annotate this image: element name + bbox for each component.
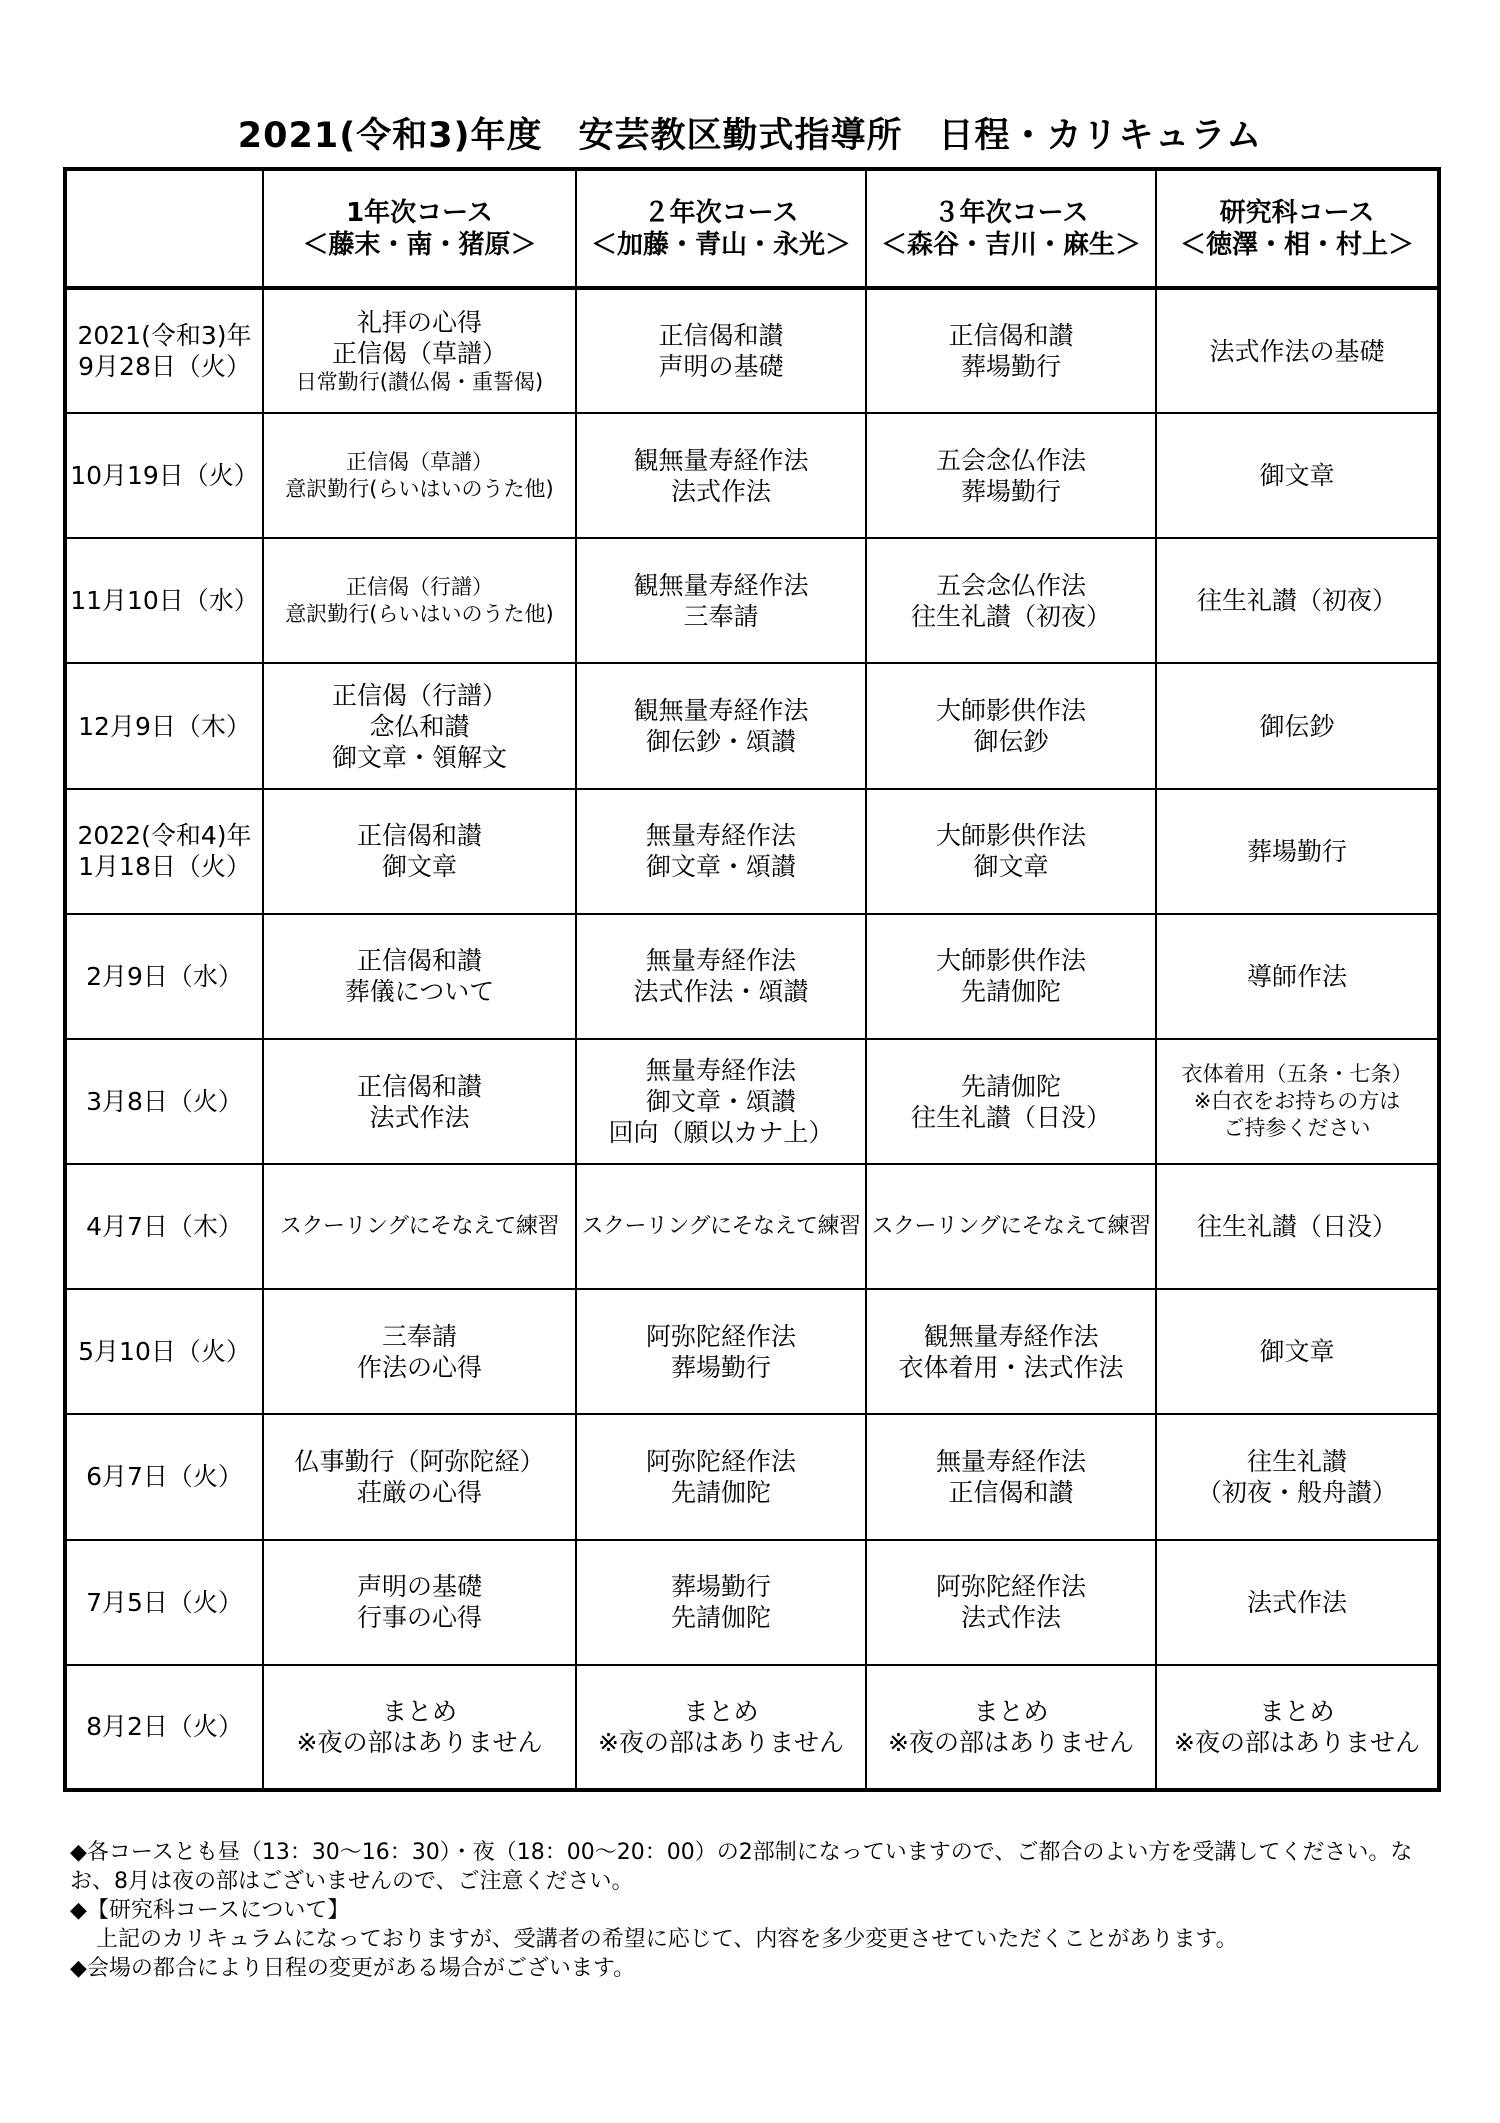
table-row	[65, 663, 1439, 788]
course1-cell	[263, 413, 576, 538]
course1-cell	[263, 789, 576, 914]
cell-line: 衣体着用・法式作法	[898, 1352, 1124, 1382]
cell-line: まとめ	[381, 1696, 457, 1726]
course1-cell	[263, 914, 576, 1039]
research-cell	[1156, 288, 1439, 413]
course3-cell	[866, 413, 1156, 538]
cell-line: 御文章	[1259, 461, 1335, 491]
cell-line: 葬場勤行	[670, 1572, 771, 1602]
date-cell	[65, 1414, 263, 1539]
cell-line: 五会念仏作法	[935, 445, 1086, 475]
cell-line: 往生礼讃	[1246, 1446, 1347, 1476]
note-research-heading: ◆【研究科コースについて】	[70, 1898, 350, 1923]
table-row	[65, 789, 1439, 914]
cell-line: 日常勤行(讃仏偈・重誓偈)	[295, 369, 544, 394]
course3-cell	[866, 663, 1156, 788]
cell-line: 作法の心得	[356, 1352, 482, 1382]
course1-cell	[263, 1540, 576, 1665]
cell-line: 回向（願以カナ上）	[608, 1118, 834, 1148]
table-row	[65, 538, 1439, 663]
cell-line: 法式作法	[369, 1102, 470, 1132]
cell-line: 御伝鈔	[1259, 711, 1335, 741]
cell-line: ※夜の部はありません	[1174, 1727, 1420, 1757]
cell-line: 正信偈和讃	[948, 1477, 1074, 1507]
course3-cell	[866, 1164, 1156, 1289]
course3-cell	[866, 1289, 1156, 1414]
page-title: 2021(令和3)年度 安芸教区勤式指導所 日程・カリキュラム	[237, 116, 1263, 156]
cell-line: 御伝鈔・頌讃	[645, 727, 796, 757]
cell-line: 大師影供作法	[935, 696, 1086, 726]
course2-cell	[576, 413, 866, 538]
cell-line: 念仏和讃	[369, 711, 470, 741]
table-row	[65, 1289, 1439, 1414]
cell-line: 荘厳の心得	[356, 1477, 482, 1507]
course1-cell	[263, 1164, 576, 1289]
date-cell	[65, 538, 263, 663]
date-day: 2月9日（水）	[86, 961, 243, 991]
cell-line: 正信偈（行譜）	[346, 574, 493, 599]
cell-line: 往生礼讃（日没）	[910, 1102, 1111, 1132]
cell-line: 意訳勤行(らいはいのうた他)	[285, 601, 554, 626]
course1-cell	[263, 1039, 576, 1164]
course3-cell	[866, 538, 1156, 663]
date-cell	[65, 789, 263, 914]
cell-line: 法式作法・頌讃	[633, 977, 809, 1007]
date-day: 1月18日（火）	[78, 852, 251, 882]
date-cell	[65, 288, 263, 413]
cell-line: 無量寿経作法	[645, 946, 796, 976]
course-teachers: ＜藤末・南・猪原＞	[302, 229, 537, 260]
course-teachers: ＜森谷・吉川・麻生＞	[880, 229, 1141, 260]
cell-line: 大師影供作法	[935, 946, 1086, 976]
header-row	[65, 169, 1439, 288]
course-teachers: ＜加藤・青山・永光＞	[590, 229, 851, 260]
cell-line: ※夜の部はありません	[598, 1727, 844, 1757]
research-cell	[1156, 1289, 1439, 1414]
date-cell	[65, 1665, 263, 1790]
cell-line: 五会念仏作法	[935, 570, 1086, 600]
research-cell	[1156, 1665, 1439, 1790]
cell-line: 礼拝の心得	[356, 307, 482, 337]
cell-line: 無量寿経作法	[935, 1446, 1086, 1476]
course1-cell	[263, 1289, 576, 1414]
date-day: 11月10日（水）	[70, 586, 259, 616]
course2-cell	[576, 914, 866, 1039]
cell-line: 正信偈和讃	[356, 946, 482, 976]
cell-line: 正信偈和讃	[658, 321, 784, 351]
cell-line: 往生礼讃（日没）	[1196, 1212, 1397, 1242]
cell-line: まとめ	[973, 1696, 1049, 1726]
course1-cell	[263, 538, 576, 663]
cell-line: まとめ	[683, 1696, 759, 1726]
date-year: 2021(令和3)年	[77, 321, 252, 351]
note-venue: ◆会場の都合により日程の変更がある場合がございます。	[70, 1956, 636, 1981]
cell-line: 先請伽陀	[670, 1477, 771, 1507]
cell-line: スクーリングにそなえて練習	[279, 1214, 560, 1240]
course2-cell	[576, 538, 866, 663]
cell-line: 法式作法	[960, 1603, 1061, 1633]
course-name: ２年次コース	[643, 197, 799, 228]
course2-cell	[576, 789, 866, 914]
course1-cell	[263, 288, 576, 413]
date-day: 4月7日（木）	[86, 1212, 243, 1242]
research-cell	[1156, 663, 1439, 788]
corner-cell	[65, 169, 263, 288]
cell-line: 御文章・領解文	[331, 742, 507, 772]
cell-line: 法式作法	[1246, 1587, 1347, 1617]
cell-line: 正信偈和讃	[948, 321, 1074, 351]
course3-cell	[866, 288, 1156, 413]
cell-line: ※白衣をお持ちの方は	[1193, 1089, 1401, 1114]
cell-line: 正信偈和讃	[356, 1071, 482, 1101]
cell-line: 仏事勤行（阿弥陀経）	[294, 1446, 545, 1476]
date-day: 12月9日（木）	[78, 711, 251, 741]
cell-line: 行事の心得	[356, 1603, 482, 1633]
cell-line: スクーリングにそなえて練習	[871, 1214, 1151, 1240]
cell-line: 観無量寿経作法	[633, 570, 809, 600]
date-day: 10月19日（火）	[70, 461, 259, 491]
course-name: 1年次コース	[346, 197, 493, 228]
research-cell	[1156, 538, 1439, 663]
cell-line: 導師作法	[1246, 961, 1347, 991]
table-row	[65, 1039, 1439, 1164]
cell-line: 葬場勤行	[960, 352, 1061, 382]
cell-line: 阿弥陀経作法	[645, 1446, 796, 1476]
date-cell	[65, 1039, 263, 1164]
cell-line: 三奉請	[683, 601, 759, 631]
table-row	[65, 1164, 1439, 1289]
cell-line: （初夜・般舟讃）	[1196, 1477, 1397, 1507]
research-cell	[1156, 914, 1439, 1039]
cell-line: 御文章・頌讃	[645, 1087, 796, 1117]
date-day: 3月8日（火）	[86, 1087, 243, 1117]
research-cell	[1156, 1414, 1439, 1539]
course3-cell	[866, 1039, 1156, 1164]
cell-line: スクーリングにそなえて練習	[581, 1214, 861, 1240]
course2-cell	[576, 1540, 866, 1665]
table-row	[65, 1414, 1439, 1539]
cell-line: 先請伽陀	[960, 977, 1061, 1007]
research-cell	[1156, 413, 1439, 538]
course3-cell	[866, 1540, 1156, 1665]
course3-cell	[866, 789, 1156, 914]
table-row	[65, 1540, 1439, 1665]
course-header-4	[1156, 169, 1439, 288]
date-cell	[65, 914, 263, 1039]
cell-line: 観無量寿経作法	[923, 1321, 1099, 1351]
cell-line: 三奉請	[381, 1321, 457, 1351]
date-cell	[65, 1289, 263, 1414]
cell-line: 衣体着用（五条・七条）	[1181, 1062, 1413, 1087]
course2-cell	[576, 663, 866, 788]
course2-cell	[576, 1164, 866, 1289]
cell-line: 御文章	[1259, 1337, 1335, 1367]
course-name: ３年次コース	[933, 197, 1089, 228]
note-schedule: ◆各コースとも昼（13：30〜16：30）・夜（18：00〜20：00）の2部制になっていますので、ご都合のよい方を受講してください。なお、8月は夜の部はございませんので、ご注意ください。	[70, 1840, 1413, 1894]
cell-line: 正信偈（草譜）	[346, 449, 493, 474]
cell-line: 御文章	[973, 852, 1049, 882]
date-cell	[65, 413, 263, 538]
cell-line: 法式作法	[670, 476, 771, 506]
date-cell	[65, 1540, 263, 1665]
course3-cell	[866, 1414, 1156, 1539]
cell-line: 先請伽陀	[960, 1071, 1061, 1101]
date-year: 2022(令和4)年	[77, 821, 252, 851]
course1-cell	[263, 1665, 576, 1790]
cell-line: 声明の基礎	[356, 1572, 482, 1602]
cell-line: 御文章・頌讃	[645, 852, 796, 882]
table-row	[65, 413, 1439, 538]
course3-cell	[866, 914, 1156, 1039]
cell-line: まとめ	[1259, 1696, 1335, 1726]
course-header-2	[576, 169, 866, 288]
date-day: 5月10日（火）	[78, 1337, 251, 1367]
research-cell	[1156, 1164, 1439, 1289]
course-name: 研究科コース	[1219, 197, 1375, 228]
course2-cell	[576, 288, 866, 413]
table-row	[65, 914, 1439, 1039]
cell-line: 阿弥陀経作法	[645, 1321, 796, 1351]
date-cell	[65, 663, 263, 788]
cell-line: 御伝鈔	[973, 727, 1049, 757]
cell-line: 観無量寿経作法	[633, 696, 809, 726]
course2-cell	[576, 1289, 866, 1414]
course3-cell	[866, 1665, 1156, 1790]
cell-line: 往生礼讃（初夜）	[1196, 586, 1397, 616]
cell-line: 正信偈和讃	[356, 821, 482, 851]
cell-line: 観無量寿経作法	[633, 445, 809, 475]
cell-line: 声明の基礎	[658, 352, 784, 382]
course2-cell	[576, 1665, 866, 1790]
notes-section	[70, 1838, 1450, 1983]
cell-line: ご持参ください	[1223, 1116, 1371, 1141]
cell-line: ※夜の部はありません	[296, 1727, 543, 1757]
cell-line: 葬場勤行	[960, 476, 1061, 506]
date-cell	[65, 1164, 263, 1289]
course1-cell	[263, 663, 576, 788]
cell-line: 阿弥陀経作法	[935, 1572, 1086, 1602]
note-research-detail: 上記のカリキュラムになっておりますが、受講者の希望に応じて、内容を多少変更させていただくことがあります。	[96, 1927, 1238, 1952]
course1-cell	[263, 1414, 576, 1539]
cell-line: 葬儀について	[344, 977, 495, 1007]
research-cell	[1156, 789, 1439, 914]
course2-cell	[576, 1039, 866, 1164]
cell-line: 無量寿経作法	[645, 821, 796, 851]
cell-line: 大師影供作法	[935, 821, 1086, 851]
cell-line: 正信偈（行譜）	[331, 680, 507, 710]
cell-line: 御文章	[381, 852, 457, 882]
course-header-3	[866, 169, 1156, 288]
table-row	[65, 1665, 1439, 1790]
cell-line: 正信偈（草譜）	[331, 338, 507, 368]
cell-line: 葬場勤行	[1246, 836, 1347, 866]
research-cell	[1156, 1540, 1439, 1665]
date-day: 7月5日（火）	[86, 1587, 243, 1617]
cell-line: 意訳勤行(らいはいのうた他)	[285, 476, 554, 501]
research-cell	[1156, 1039, 1439, 1164]
table-row	[65, 288, 1439, 413]
cell-line: 往生礼讃（初夜）	[910, 601, 1111, 631]
schedule-table	[63, 167, 1441, 1792]
cell-line: 無量寿経作法	[645, 1056, 796, 1086]
date-day: 8月2日（火）	[86, 1712, 243, 1742]
cell-line: 先請伽陀	[670, 1603, 771, 1633]
cell-line: ※夜の部はありません	[888, 1727, 1134, 1757]
course2-cell	[576, 1414, 866, 1539]
cell-line: 葬場勤行	[670, 1352, 771, 1382]
date-day: 9月28日（火）	[78, 352, 251, 382]
cell-line: 法式作法の基礎	[1209, 336, 1385, 366]
date-day: 6月7日（火）	[86, 1462, 243, 1492]
course-header-1	[263, 169, 576, 288]
course-teachers: ＜徳澤・相・村上＞	[1179, 229, 1414, 260]
